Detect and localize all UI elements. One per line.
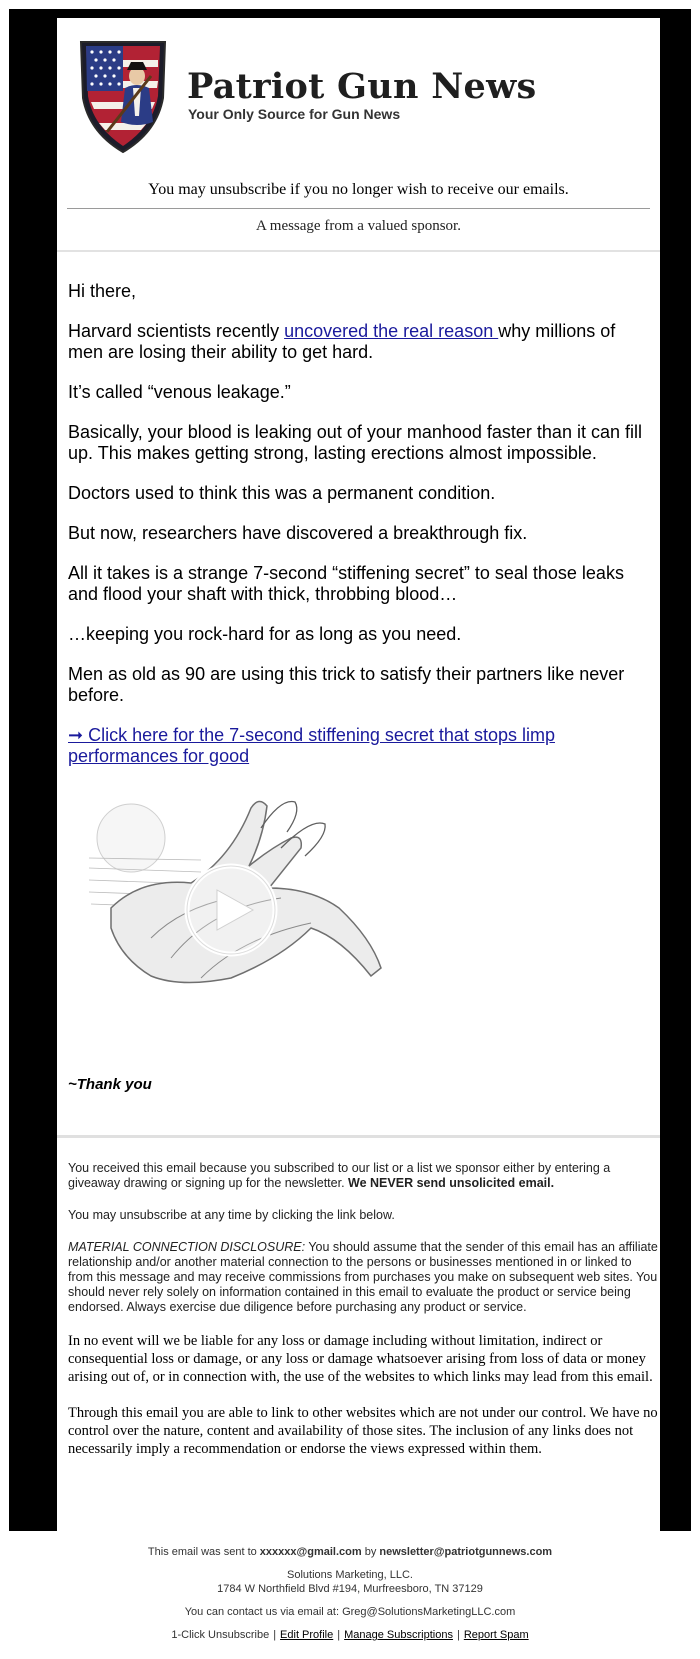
separator: | — [337, 1629, 341, 1641]
separator: | — [456, 1629, 460, 1641]
paragraph-4: Doctors used to think this was a permanent condition. — [68, 483, 496, 503]
disclosure-text: You should assume that the sender of this email has an affiliate relationship and/or another material connection to the persons or businesses mentioned in or linked to from this message and may receive commissions from purchases you make on subsequent web sites. You should never rely solely on information contained in this email to evaluate the product or service being endorsed. Always exercise due diligence before purchasing any product or service. — [68, 1240, 658, 1314]
paragraph-7: …keeping you rock-hard for as long as you need. — [68, 624, 462, 644]
disclosure-label: MATERIAL CONNECTION DISCLOSURE: — [68, 1240, 306, 1254]
uncovered-reason-link[interactable]: uncovered the real reason — [284, 321, 499, 341]
sent-middle: by — [361, 1546, 380, 1558]
no-unsolicited-text: We NEVER send unsolicited email. — [348, 1176, 555, 1190]
sender-email: newsletter@patriotgunnews.com — [379, 1546, 553, 1558]
report-spam-link[interactable]: Report Spam — [463, 1629, 529, 1641]
company-name: Solutions Marketing, LLC. — [287, 1569, 413, 1581]
paragraph-2: It’s called “venous leakage.” — [68, 382, 291, 402]
footer-links — [0, 1628, 700, 1642]
sent-prefix: This email was sent to — [147, 1546, 260, 1558]
brand-tagline: Your Only Source for Gun News — [188, 106, 401, 122]
contact-line: You can contact us via email at: Greg@SolutionsMarketingLLC.com — [184, 1606, 516, 1618]
external-links-notice: Through this email you are able to link to other websites which are not under our control. We have no control over the nature, content and availability of those sites. The inclusion of any links does not necessarily imply a recommendation or endorse the views expressed within them. — [68, 1405, 658, 1457]
liability-notice: In no event will we be liable for any loss or damage including without limitation, indirect or consequential loss or damage, or any loss or damage whatsoever arising from loss of data or money arising out of, or in connection with, the use of the websites to which links may lead from this email. — [68, 1333, 653, 1385]
patriot-shield-logo-icon — [77, 36, 169, 154]
sent-to-line — [0, 1545, 700, 1559]
header-divider — [67, 208, 650, 209]
recipient-email: xxxxxx@gmail.com — [259, 1546, 362, 1558]
legal-section — [68, 1161, 658, 1476]
email-card — [57, 18, 660, 1540]
paragraph-5: But now, researchers have discovered a breakthrough fix. — [68, 523, 528, 543]
separator: | — [273, 1629, 277, 1641]
received-notice — [68, 1161, 658, 1191]
paragraph-1-start: Harvard scientists recently — [68, 321, 285, 341]
signoff: ~Thank you — [68, 1076, 152, 1093]
message-body — [68, 281, 653, 786]
brand-title: Patriot Gun News — [187, 66, 537, 107]
greeting: Hi there, — [68, 281, 137, 301]
cta-link[interactable]: ➞ Click here for the 7-second stiffening secret that stops limp performances for good — [68, 725, 555, 766]
section-divider — [57, 250, 660, 252]
email-frame — [9, 9, 691, 1531]
disclosure — [68, 1240, 658, 1315]
sponsor-notice: A message from a valued sponsor. — [256, 218, 461, 234]
company-address: 1784 W Northfield Blvd #194, Murfreesboro, TN 37129 — [217, 1583, 483, 1595]
paragraph-6: All it takes is a strange 7-second “stiffening secret” to seal those leaks and flood your shaft with thick, throbbing blood… — [68, 563, 624, 604]
paragraph-1-end: why millions of men are losing their ability to get hard. — [68, 321, 616, 362]
one-click-unsubscribe-label: 1-Click Unsubscribe — [171, 1629, 270, 1641]
unsubscribe-notice: You may unsubscribe if you no longer wish to receive our emails. — [148, 181, 569, 198]
paragraph-8: Men as old as 90 are using this trick to satisfy their partners like never before. — [68, 664, 625, 705]
received-text: You received this email because you subscribed to our list or a list we sponsor either by entering a giveaway drawing or signing up for the newsletter. — [68, 1161, 611, 1190]
email-header — [57, 18, 660, 168]
manage-subscriptions-link[interactable]: Manage Subscriptions — [344, 1629, 453, 1641]
cta-paragraph — [68, 725, 653, 767]
legal-divider — [57, 1135, 660, 1138]
paragraph-3: Basically, your blood is leaking out of your manhood faster than it can fill up. This makes getting strong, lasting erections almost impossible. — [68, 422, 642, 463]
unsubscribe-any-time: You may unsubscribe at any time by clicking the link below. — [68, 1208, 395, 1222]
company-block — [0, 1568, 700, 1596]
paragraph-1 — [68, 321, 653, 363]
video-thumbnail[interactable] — [81, 788, 411, 1018]
edit-profile-link[interactable]: Edit Profile — [280, 1629, 334, 1641]
email-footer — [0, 1545, 700, 1651]
